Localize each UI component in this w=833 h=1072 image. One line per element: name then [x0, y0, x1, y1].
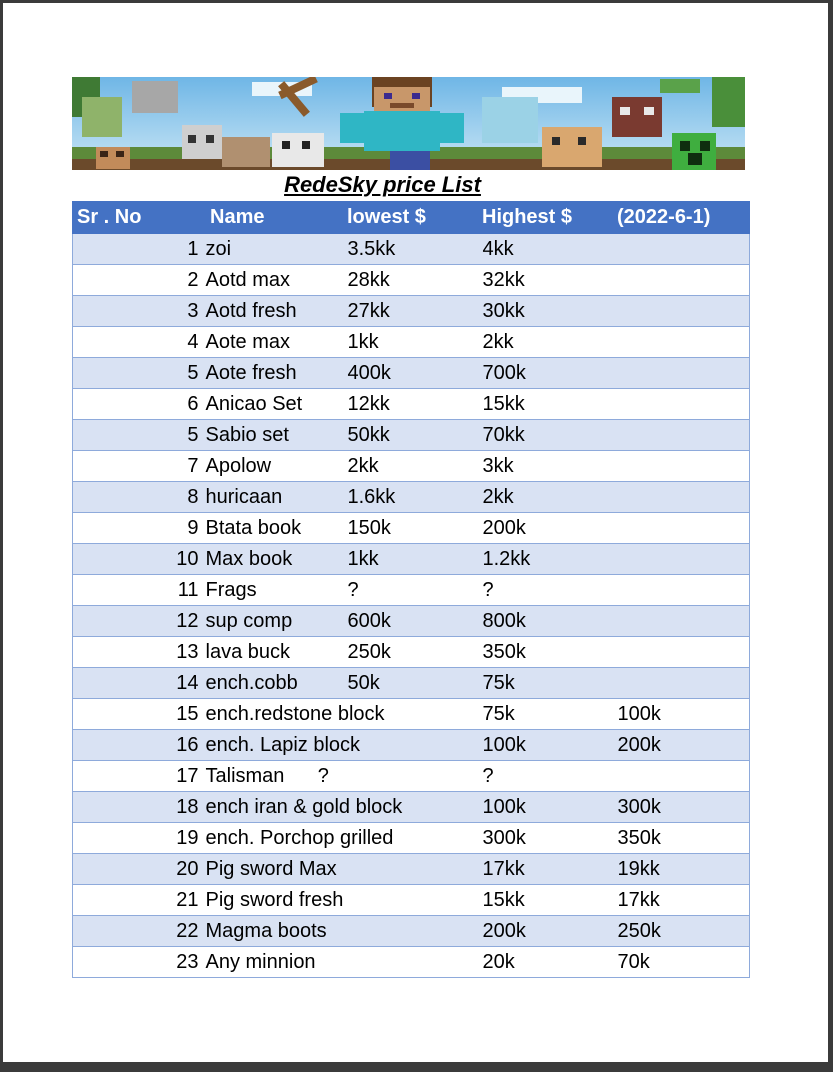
- document-title: RedeSky price List: [284, 172, 481, 197]
- cell-highest: 17kk: [478, 854, 613, 885]
- header-date: (2022-6-1): [613, 202, 750, 234]
- cell-name: lava buck: [206, 637, 343, 668]
- table-row: [73, 761, 750, 792]
- cell-highest: 350k: [478, 637, 613, 668]
- table-header-row: [73, 202, 750, 234]
- cell-date-col: [613, 389, 750, 420]
- cell-name: Aotd max: [206, 265, 343, 296]
- table-row: [73, 637, 750, 668]
- table-row: [73, 358, 750, 389]
- cell-name: Aotd fresh: [206, 296, 343, 327]
- table-row: [73, 916, 750, 947]
- cell-sr-no: 6: [73, 389, 206, 420]
- cell-date-col: 350k: [613, 823, 750, 854]
- cell-date-col: 19kk: [613, 854, 750, 885]
- cell-highest: 30kk: [478, 296, 613, 327]
- cell-highest: 2kk: [478, 327, 613, 358]
- header-sr-no: Sr . No: [73, 202, 206, 234]
- cell-name: Talisman ?: [206, 761, 478, 792]
- cell-highest: 700k: [478, 358, 613, 389]
- header-highest: Highest $: [478, 202, 613, 234]
- cell-lowest: 1.6kk: [343, 482, 478, 513]
- cell-highest: 1.2kk: [478, 544, 613, 575]
- cell-sr-no: 21: [73, 885, 206, 916]
- cell-name: Apolow: [206, 451, 343, 482]
- table-row: [73, 854, 750, 885]
- cell-sr-no: 10: [73, 544, 206, 575]
- table-row: [73, 699, 750, 730]
- cell-date-col: [613, 761, 750, 792]
- cell-lowest: 600k: [343, 606, 478, 637]
- cell-date-col: 200k: [613, 730, 750, 761]
- cell-lowest: 12kk: [343, 389, 478, 420]
- cell-lowest: 250k: [343, 637, 478, 668]
- cell-sr-no: 11: [73, 575, 206, 606]
- cell-lowest: 27kk: [343, 296, 478, 327]
- table-row: [73, 327, 750, 358]
- table-row: [73, 668, 750, 699]
- cell-name: Any minnion: [206, 947, 478, 978]
- cell-date-col: 100k: [613, 699, 750, 730]
- table-row: [73, 265, 750, 296]
- cell-date-col: [613, 575, 750, 606]
- cell-highest: 4kk: [478, 234, 613, 265]
- cell-highest: 200k: [478, 513, 613, 544]
- cell-date-col: [613, 451, 750, 482]
- table-row: [73, 792, 750, 823]
- cell-sr-no: 3: [73, 296, 206, 327]
- cell-date-col: [613, 637, 750, 668]
- cell-highest: 15kk: [478, 389, 613, 420]
- cell-highest: 75k: [478, 699, 613, 730]
- cell-highest: 200k: [478, 916, 613, 947]
- cell-date-col: [613, 234, 750, 265]
- table-row: [73, 947, 750, 978]
- page-frame-bottom: [0, 1062, 833, 1072]
- cell-date-col: 250k: [613, 916, 750, 947]
- cell-highest: 100k: [478, 792, 613, 823]
- cell-sr-no: 7: [73, 451, 206, 482]
- cell-name: sup comp: [206, 606, 343, 637]
- cell-lowest: 400k: [343, 358, 478, 389]
- cell-lowest: 50k: [343, 668, 478, 699]
- cell-name: Aote fresh: [206, 358, 343, 389]
- cell-date-col: [613, 668, 750, 699]
- cell-sr-no: 17: [73, 761, 206, 792]
- cell-lowest: 50kk: [343, 420, 478, 451]
- cell-lowest: ?: [343, 575, 478, 606]
- cell-sr-no: 15: [73, 699, 206, 730]
- table-row: [73, 296, 750, 327]
- cell-name: zoi: [206, 234, 343, 265]
- cell-sr-no: 13: [73, 637, 206, 668]
- page-frame-left: [0, 0, 3, 1072]
- table-row: [73, 575, 750, 606]
- cell-sr-no: 23: [73, 947, 206, 978]
- cell-name: Frags: [206, 575, 343, 606]
- table-row: [73, 513, 750, 544]
- cell-highest: 70kk: [478, 420, 613, 451]
- cell-sr-no: 22: [73, 916, 206, 947]
- cell-name: ench. Lapiz block: [206, 730, 478, 761]
- cell-sr-no: 18: [73, 792, 206, 823]
- cell-sr-no: 9: [73, 513, 206, 544]
- cell-highest: 75k: [478, 668, 613, 699]
- cell-name: huricaan: [206, 482, 343, 513]
- cell-date-col: 300k: [613, 792, 750, 823]
- price-table: [72, 201, 750, 978]
- cell-date-col: 17kk: [613, 885, 750, 916]
- table-row: [73, 234, 750, 265]
- cell-name: Max book: [206, 544, 343, 575]
- table-row: [73, 389, 750, 420]
- cell-name: ench iran & gold block: [206, 792, 478, 823]
- table-row: [73, 730, 750, 761]
- cell-date-col: [613, 265, 750, 296]
- cell-name: Btata book: [206, 513, 343, 544]
- cell-lowest: 2kk: [343, 451, 478, 482]
- cell-highest: ?: [478, 761, 613, 792]
- minecraft-banner-image: [72, 77, 745, 170]
- cell-date-col: [613, 296, 750, 327]
- cell-name: ench.cobb: [206, 668, 343, 699]
- table-row: [73, 451, 750, 482]
- cell-sr-no: 4: [73, 327, 206, 358]
- cell-sr-no: 16: [73, 730, 206, 761]
- table-row: [73, 420, 750, 451]
- cell-lowest: 3.5kk: [343, 234, 478, 265]
- table-row: [73, 885, 750, 916]
- cell-name: Magma boots: [206, 916, 478, 947]
- header-name: Name: [206, 202, 343, 234]
- cell-sr-no: 8: [73, 482, 206, 513]
- cell-highest: 800k: [478, 606, 613, 637]
- cell-sr-no: 5: [73, 420, 206, 451]
- table-row: [73, 544, 750, 575]
- table-row: [73, 606, 750, 637]
- cell-date-col: [613, 420, 750, 451]
- cell-highest: 20k: [478, 947, 613, 978]
- cell-lowest: 1kk: [343, 327, 478, 358]
- cell-highest: 15kk: [478, 885, 613, 916]
- cell-highest: 3kk: [478, 451, 613, 482]
- cell-highest: 2kk: [478, 482, 613, 513]
- cell-date-col: 70k: [613, 947, 750, 978]
- cell-highest: ?: [478, 575, 613, 606]
- header-lowest: lowest $: [343, 202, 478, 234]
- cell-highest: 100k: [478, 730, 613, 761]
- cell-name: Sabio set: [206, 420, 343, 451]
- cell-highest: 32kk: [478, 265, 613, 296]
- cell-date-col: [613, 482, 750, 513]
- page-frame-top: [0, 0, 833, 3]
- cell-name: ench. Porchop grilled: [206, 823, 478, 854]
- cell-name: Aote max: [206, 327, 343, 358]
- cell-sr-no: 14: [73, 668, 206, 699]
- cell-name: ench.redstone block: [206, 699, 478, 730]
- cell-sr-no: 20: [73, 854, 206, 885]
- cell-sr-no: 1: [73, 234, 206, 265]
- cell-name: Pig sword Max: [206, 854, 478, 885]
- table-row: [73, 823, 750, 854]
- table-row: [73, 482, 750, 513]
- page-frame-right: [828, 0, 833, 1072]
- cell-lowest: 1kk: [343, 544, 478, 575]
- cell-lowest: 150k: [343, 513, 478, 544]
- cell-sr-no: 2: [73, 265, 206, 296]
- cell-date-col: [613, 327, 750, 358]
- cell-date-col: [613, 358, 750, 389]
- cell-date-col: [613, 513, 750, 544]
- cell-name: Anicao Set: [206, 389, 343, 420]
- cell-sr-no: 19: [73, 823, 206, 854]
- cell-name: Pig sword fresh: [206, 885, 478, 916]
- cell-highest: 300k: [478, 823, 613, 854]
- cell-date-col: [613, 544, 750, 575]
- cell-lowest: 28kk: [343, 265, 478, 296]
- cell-date-col: [613, 606, 750, 637]
- cell-sr-no: 12: [73, 606, 206, 637]
- cell-sr-no: 5: [73, 358, 206, 389]
